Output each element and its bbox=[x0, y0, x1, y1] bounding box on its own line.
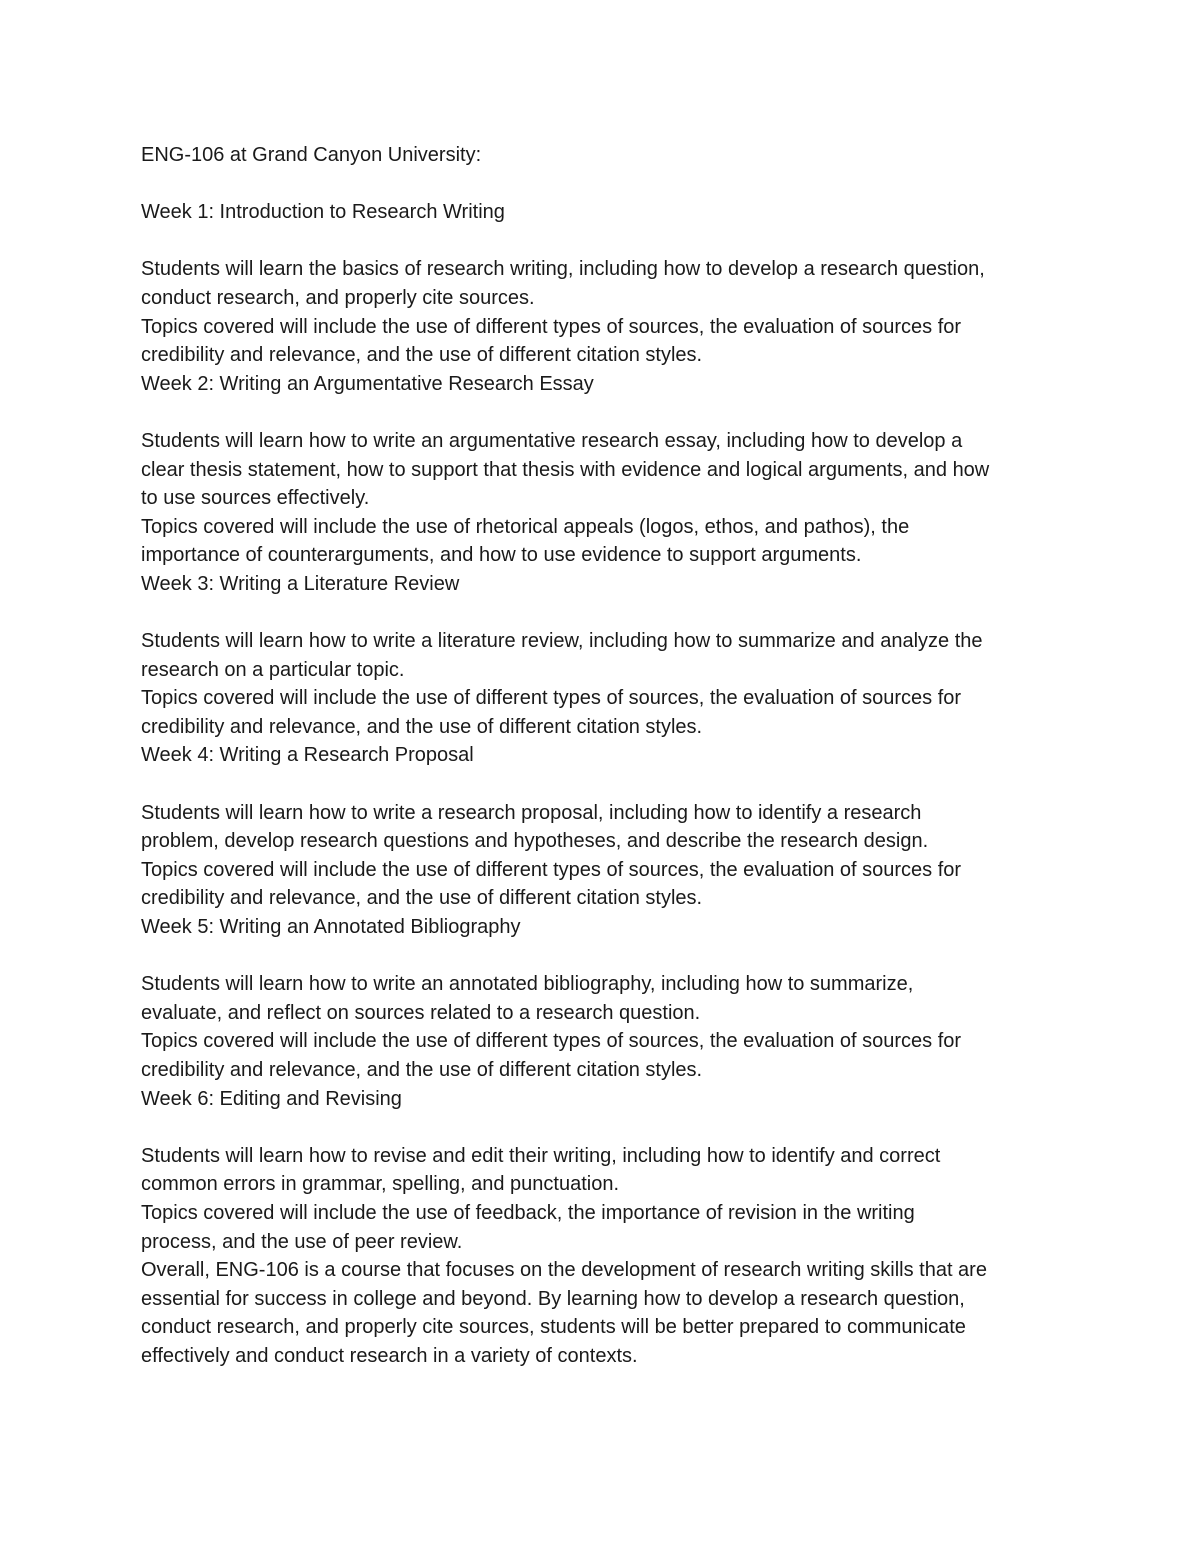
body-line: Overall, ENG-106 is a course that focuses on the development of research writing skills that are bbox=[141, 1259, 987, 1282]
body-line: to use sources effectively. bbox=[141, 487, 370, 510]
body-line: Topics covered will include the use of different types of sources, the evaluation of sources for bbox=[141, 315, 962, 338]
week-heading: Week 4: Writing a Research Proposal bbox=[141, 744, 474, 767]
body-line: importance of counterarguments, and how to use evidence to support arguments. bbox=[141, 544, 862, 567]
blank-line bbox=[141, 942, 1066, 971]
body-line: Students will learn how to write an argumentative research essay, including how to develop a bbox=[141, 429, 963, 452]
body-line: evaluate, and reflect on sources related to a research question. bbox=[141, 1001, 701, 1024]
body-line: effectively and conduct research in a variety of contexts. bbox=[141, 1344, 638, 1367]
document-body bbox=[141, 141, 1066, 1371]
week-heading: Week 5: Writing an Annotated Bibliography bbox=[141, 916, 521, 939]
body-line: conduct research, and properly cite sources, students will be better prepared to communicate bbox=[141, 1316, 966, 1339]
week-heading: Week 6: Editing and Revising bbox=[141, 1087, 402, 1110]
body-line: research on a particular topic. bbox=[141, 658, 405, 681]
body-line: Students will learn how to write a literature review, including how to summarize and analyze the bbox=[141, 630, 983, 653]
body-line: Topics covered will include the use of feedback, the importance of revision in the writing bbox=[141, 1201, 915, 1224]
blank-line bbox=[141, 227, 1066, 256]
body-line: credibility and relevance, and the use of different citation styles. bbox=[141, 1059, 703, 1081]
body-line: essential for success in college and beyond. By learning how to develop a research question, bbox=[141, 1287, 965, 1310]
week-heading: Week 3: Writing a Literature Review bbox=[141, 572, 460, 595]
document-title: ENG-106 at Grand Canyon University: bbox=[141, 144, 482, 166]
body-line: Topics covered will include the use of rhetorical appeals (logos, ethos, and pathos), the bbox=[141, 515, 910, 538]
body-line: credibility and relevance, and the use of different citation styles. bbox=[141, 715, 703, 738]
body-line: Topics covered will include the use of different types of sources, the evaluation of sources for bbox=[141, 687, 962, 710]
body-line: Students will learn how to write a research proposal, including how to identify a research bbox=[141, 801, 922, 824]
body-line: conduct research, and properly cite sources. bbox=[141, 286, 535, 309]
blank-line bbox=[141, 770, 1066, 799]
body-line: problem, develop research questions and hypotheses, and describe the research design. bbox=[141, 830, 929, 853]
body-line: Students will learn how to revise and edit their writing, including how to identify and correct bbox=[141, 1144, 941, 1167]
blank-line bbox=[141, 170, 1066, 199]
body-line: Students will learn the basics of research writing, including how to develop a research question, bbox=[141, 258, 985, 281]
blank-line bbox=[141, 398, 1066, 427]
body-line: Topics covered will include the use of different types of sources, the evaluation of sources for bbox=[141, 1030, 962, 1053]
body-line: common errors in grammar, spelling, and punctuation. bbox=[141, 1173, 620, 1196]
body-line: credibility and relevance, and the use of different citation styles. bbox=[141, 344, 703, 367]
week-heading: Week 1: Introduction to Research Writing bbox=[141, 201, 505, 224]
body-line: Students will learn how to write an annotated bibliography, including how to summarize, bbox=[141, 973, 914, 996]
body-line: clear thesis statement, how to support that thesis with evidence and logical arguments, and how bbox=[141, 458, 990, 481]
blank-line bbox=[141, 599, 1066, 628]
week-heading: Week 2: Writing an Argumentative Research Essay bbox=[141, 372, 594, 395]
blank-line bbox=[141, 1113, 1066, 1142]
body-line: process, and the use of peer review. bbox=[141, 1230, 463, 1253]
body-line: credibility and relevance, and the use of different citation styles. bbox=[141, 887, 703, 910]
body-line: Topics covered will include the use of different types of sources, the evaluation of sources for bbox=[141, 858, 962, 881]
